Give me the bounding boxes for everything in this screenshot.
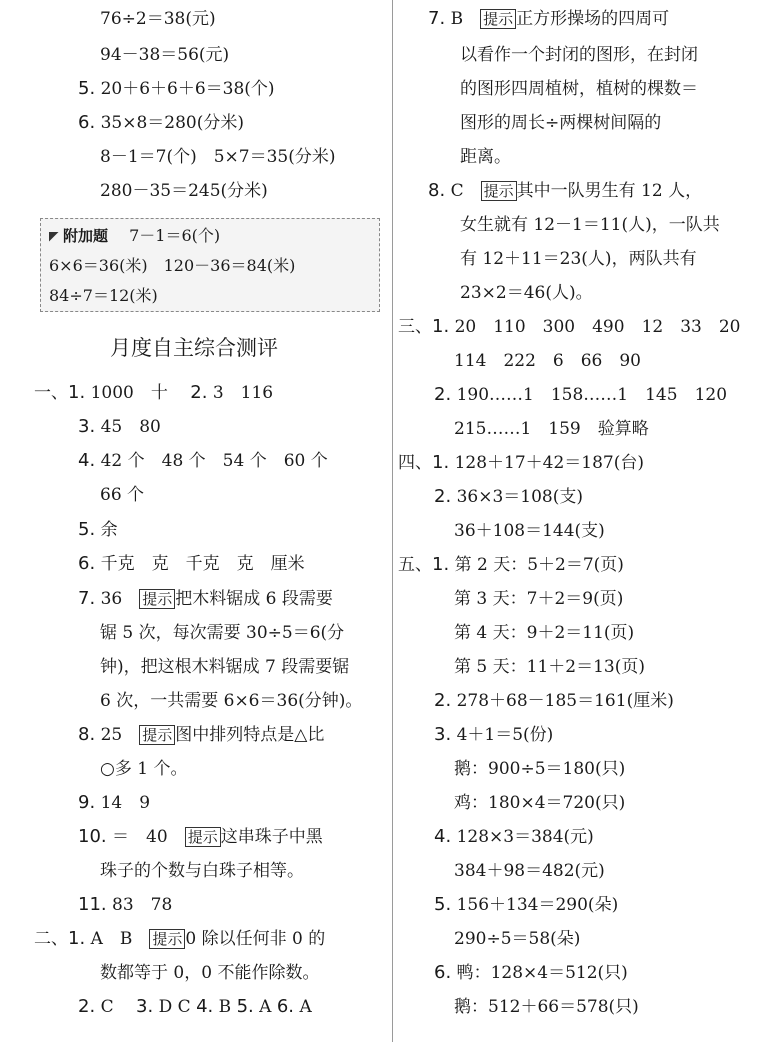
part2-q2-q6 [78,990,312,1024]
question-number: 6. [434,962,452,983]
answer-text: 7－1＝6(个) [129,226,221,245]
answer-text: C [177,997,191,1017]
question-6 [78,106,244,140]
answer-text: 35×8＝280(分米) [100,113,244,133]
answer-line: 的图形四周植树，植树的棵数＝ [460,79,698,99]
answer-line: 有 12＋11＝23(人)，两队共有 [460,249,697,269]
part5-q3 [434,718,553,752]
answer-line: 280－35＝245(分米) [100,181,268,201]
question-5 [78,72,275,106]
answer-text: 156＋134＝290(朵) [456,895,619,915]
extra-label: 附加题 [63,227,109,245]
extra-line-3: 84÷7＝12(米) [49,286,158,305]
hint-tag: 提示 [481,181,517,201]
part1-q10 [78,820,323,854]
answer-line: 94－38＝56(元) [100,45,230,65]
part1-q7 [78,582,333,616]
answer-line: 6 次，一共需要 6×6＝36(分钟)。 [100,691,363,711]
question-number: 11. [78,894,107,915]
hint-text: 把木料锯成 6 段需要 [175,589,333,609]
part1-q8 [78,718,324,752]
answer-text: 25 [100,725,140,745]
answer-text: 14 9 [100,793,151,813]
answer-text: A [259,997,272,1017]
part3-q2 [434,378,727,412]
answer-text: ＝ 40 [112,827,185,847]
question-number: 2. [434,384,452,405]
answer-text: 278＋68－185＝161(厘米) [456,691,674,711]
question-number: 2. [190,382,208,403]
question-number: 6. [78,112,96,133]
question-number: 8. [78,724,96,745]
part5-q6 [434,956,628,990]
answer-text: 4＋1＝5(份) [456,725,554,745]
part2-q1 [34,922,325,956]
question-number: 3. [136,996,154,1017]
question-number: 8. [428,180,446,201]
question-number: 5. [236,996,254,1017]
answer-text: 128×3＝384(元) [456,827,594,847]
right-q7 [428,2,669,36]
answer-line: 8－1＝7(个) 5×7＝35(分米) [100,147,336,167]
question-number: 5. [78,519,96,540]
answer-text: 190……1 158……1 145 120 [456,385,728,405]
answer-text: 余 [100,520,118,540]
part-label: 二、 [34,929,68,949]
question-number: 3. [78,416,96,437]
answer-text: 鸭：128×4＝512(只) [456,963,628,983]
question-number: 7. [428,8,446,29]
hint-tag: 提示 [149,929,185,949]
hint-tag: 提示 [185,827,221,847]
answer-line: 36＋108＝144(支) [454,521,605,541]
answer-line: 23×2＝46(人)。 [460,283,593,303]
answer-line: 76÷2＝38(元) [100,9,216,29]
hint-text: 0 除以任何非 0 的 [185,929,326,949]
answer-text: C [100,997,114,1017]
answer-text: D [158,997,173,1017]
column-divider [392,0,393,1042]
question-number: 4. [196,996,214,1017]
answer-line: 钟)，把这根木料锯成 7 段需要锯 [100,657,350,677]
part-label: 四、 [398,453,432,473]
question-number: 6. [276,996,295,1017]
answer-line: 距离。 [460,147,511,167]
question-number: 2. [78,996,96,1017]
answer-line: 鸡：180×4＝720(只) [454,793,626,813]
question-number: 1. [68,382,86,403]
answer-line: 第 4 天：9＋2＝11(页) [454,623,635,643]
answer-line: 215……1 159 验算略 [454,419,649,439]
answer-text: 第 2 天：5＋2＝7(页) [454,555,624,575]
answer-text: 1000 十 [90,383,185,403]
question-number: 5. [434,894,452,915]
part4-q2 [434,480,583,514]
answer-text: 3 116 [212,383,274,403]
question-number: 1. [432,554,450,575]
question-number: 6. [78,553,96,574]
question-number: 5. [78,78,96,99]
question-number: 1. [432,452,450,473]
question-number: 2. [434,486,452,507]
answer-text: 千克 克 千克 克 厘米 [100,554,305,574]
answer-text: B [450,9,481,29]
part1-q9 [78,786,150,820]
answer-line: 锯 5 次，每次需要 30÷5＝6(分 [100,623,345,643]
answer-text: B [218,997,232,1017]
answer-line: 第 3 天：7＋2＝9(页) [454,589,624,609]
extra-question-box [40,218,380,312]
part5-q5 [434,888,618,922]
answer-text: 83 78 [112,895,173,915]
part3-q1 [398,310,740,344]
section-title: 月度自主综合测评 [110,336,278,360]
answer-text: A [299,997,312,1017]
part1-q1 [34,376,273,410]
question-number: 7. [78,588,96,609]
answer-line: 珠子的个数与白珠子相等。 [100,861,304,881]
answer-line: 66 个 [100,485,145,505]
part1-q3 [78,410,161,444]
answer-text: C [450,181,481,201]
part5-q4 [434,820,594,854]
answer-text: A B [90,929,150,949]
answer-line: 鹅：512＋66＝578(只) [454,997,639,1017]
part1-q6 [78,547,305,581]
answer-line: 鹅：900÷5＝180(只) [454,759,626,779]
answer-text: 36×3＝108(支) [456,487,583,507]
part1-q5 [78,513,118,547]
part5-q2 [434,684,674,718]
part5-q1 [398,548,624,582]
hint-text: 这串珠子中黑 [220,827,323,847]
hint-text: 正方形操场的四周可 [516,9,670,29]
answer-text: 128＋17＋42＝187(台) [454,453,645,473]
answer-text: 20＋6＋6＋6＝38(个) [100,79,275,99]
extra-line-2: 6×6＝36(米) 120－36＝84(米) [49,256,296,275]
part4-q1 [398,446,644,480]
question-number: 1. [68,928,86,949]
part1-q11 [78,888,172,922]
answer-line: 114 222 6 66 90 [454,351,641,371]
part-label: 五、 [398,555,432,575]
answer-text: 45 80 [100,417,161,437]
corner-marker-icon [49,232,59,242]
part-label: 一、 [34,383,68,403]
answer-line: 290÷5＝58(朵) [454,929,581,949]
answer-text: 42 个 48 个 54 个 60 个 [100,451,328,471]
part1-q4 [78,444,328,478]
question-number: 4. [78,450,96,471]
question-number: 9. [78,792,96,813]
hint-text: 其中一队男生有 12 人， [516,181,703,201]
question-number: 4. [434,826,452,847]
question-number: 10. [78,826,107,847]
hint-tag: 提示 [480,9,516,29]
part-label: 三、 [398,317,432,337]
extra-line-1 [49,219,220,253]
answer-line: 数都等于 0，0 不能作除数。 [100,963,320,983]
question-number: 1. [432,316,450,337]
right-q8 [428,174,702,208]
hint-tag: 提示 [139,725,175,745]
answer-line: 第 5 天：11＋2＝13(页) [454,657,645,677]
answer-line: 384＋98＝482(元) [454,861,605,881]
answer-line: 以看作一个封闭的图形，在封闭 [460,45,698,65]
hint-tag: 提示 [139,589,175,609]
question-number: 3. [434,724,452,745]
answer-text: 36 [100,589,140,609]
answer-text: 20 110 300 490 12 33 20 [454,317,741,337]
hint-text: 图中排列特点是△比 [175,725,325,745]
answer-line: 图形的周长÷两棵树间隔的 [460,113,662,133]
answer-line: ○多 1 个。 [100,759,188,779]
answer-line: 女生就有 12－1＝11(人)，一队共 [460,215,720,235]
question-number: 2. [434,690,452,711]
